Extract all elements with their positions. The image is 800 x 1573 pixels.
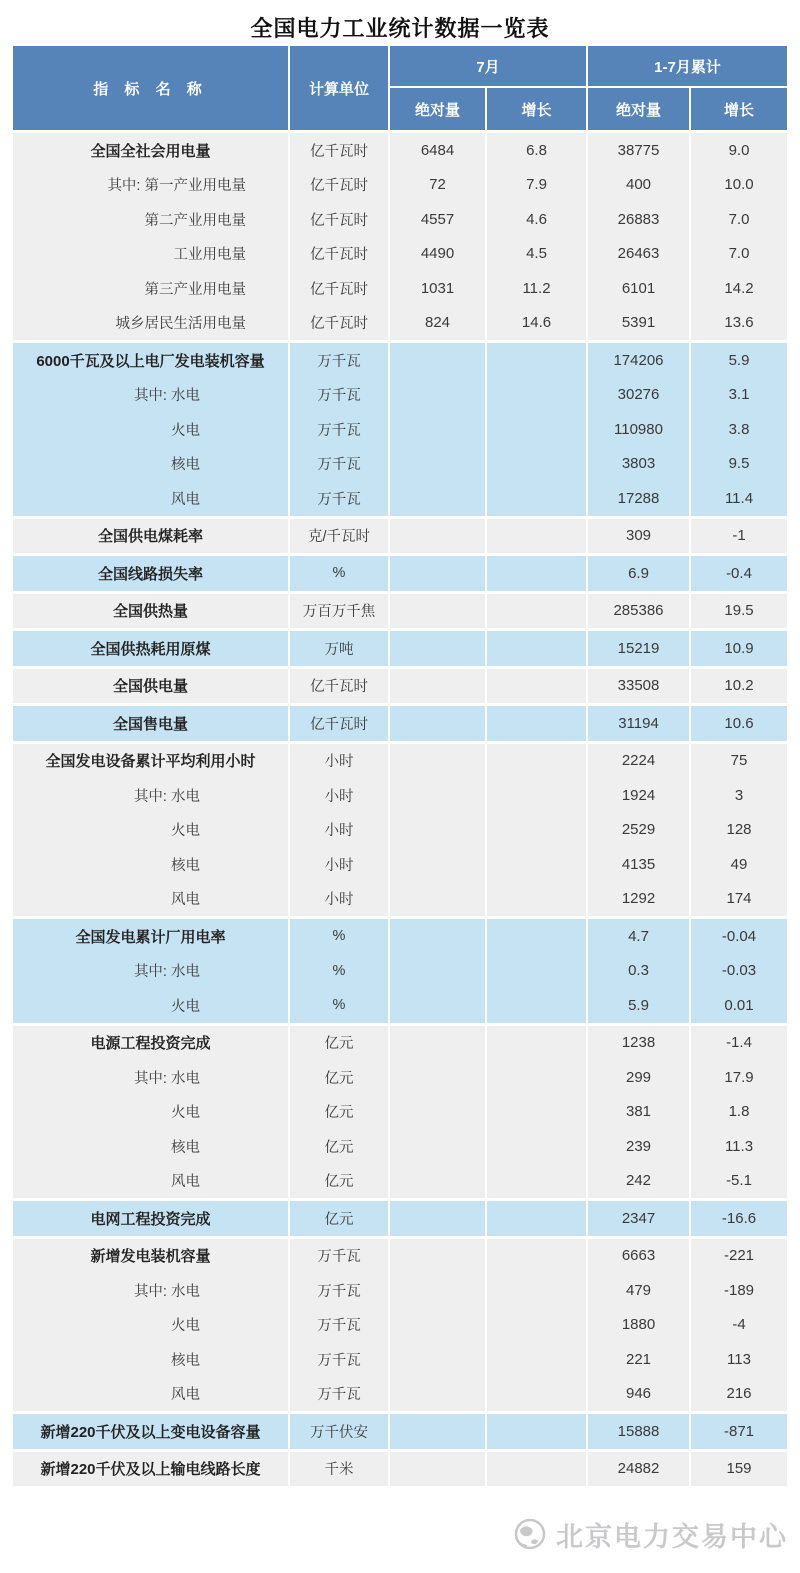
cell-july-absolute (390, 594, 485, 629)
cell-cum-growth: 5.9 (691, 343, 787, 378)
header-cum-absolute: 绝对量 (588, 88, 689, 130)
row-unit: 万千瓦 (290, 1377, 388, 1412)
row-unit: 亿千瓦时 (290, 202, 388, 237)
table-row (13, 1377, 787, 1412)
stats-table (13, 46, 787, 1486)
table-row (13, 1164, 787, 1199)
table-body (13, 133, 787, 1486)
cell-cum-growth: 10.0 (691, 168, 787, 203)
table-row (13, 202, 787, 237)
row-label: 核电 (13, 1129, 288, 1164)
row-unit: 万千瓦 (290, 481, 388, 516)
globe-logo-icon (512, 1516, 548, 1552)
cell-cum-absolute: 4.7 (588, 919, 689, 954)
cell-july-absolute (390, 1377, 485, 1412)
cell-cum-absolute: 5391 (588, 306, 689, 341)
cell-cum-absolute: 3803 (588, 447, 689, 482)
cell-july-growth (487, 778, 586, 813)
cell-july-absolute (390, 778, 485, 813)
cell-july-absolute (390, 447, 485, 482)
row-label: 全国供电量 (13, 669, 288, 704)
cell-cum-growth: -1 (691, 519, 787, 554)
cell-cum-absolute: 174206 (588, 343, 689, 378)
header-cumulative-group: 1-7月累计 (588, 46, 787, 88)
cell-july-growth: 6.8 (487, 133, 586, 168)
row-label: 城乡居民生活用电量 (13, 306, 288, 341)
row-unit: 万百万千焦 (290, 594, 388, 629)
cell-july-growth (487, 631, 586, 666)
cell-cum-growth: 113 (691, 1342, 787, 1377)
cell-cum-growth: 10.9 (691, 631, 787, 666)
cell-july-absolute: 4490 (390, 237, 485, 272)
cell-july-absolute (390, 1026, 485, 1061)
table-row (13, 813, 787, 848)
cell-july-growth (487, 481, 586, 516)
cell-cum-absolute: 26463 (588, 237, 689, 272)
cell-july-absolute: 4557 (390, 202, 485, 237)
cell-cum-absolute: 2347 (588, 1201, 689, 1236)
row-unit: 万千瓦 (290, 1273, 388, 1308)
row-unit: 万千瓦 (290, 412, 388, 447)
row-label: 全国发电累计厂用电率 (13, 919, 288, 954)
cell-cum-growth: 7.0 (691, 237, 787, 272)
row-unit: 亿千瓦时 (290, 669, 388, 704)
row-unit: 小时 (290, 847, 388, 882)
cell-cum-absolute: 110980 (588, 412, 689, 447)
cell-cum-absolute: 239 (588, 1129, 689, 1164)
page-title: 全国电力工业统计数据一览表 (250, 16, 550, 41)
cell-july-growth (487, 988, 586, 1023)
cell-cum-growth: 10.2 (691, 669, 787, 704)
row-unit: 亿元 (290, 1060, 388, 1095)
cell-july-absolute (390, 343, 485, 378)
cell-july-absolute (390, 1239, 485, 1274)
cell-july-absolute (390, 744, 485, 779)
table-row (13, 669, 787, 704)
cell-july-absolute: 6484 (390, 133, 485, 168)
cell-july-growth (487, 954, 586, 989)
cell-july-absolute (390, 556, 485, 591)
table-row (13, 481, 787, 516)
row-label: 火电 (13, 813, 288, 848)
cell-july-absolute (390, 954, 485, 989)
cell-july-growth: 7.9 (487, 168, 586, 203)
table-row (13, 919, 787, 954)
cell-cum-growth: 3.1 (691, 378, 787, 413)
table-row (13, 594, 787, 629)
row-unit: 亿千瓦时 (290, 306, 388, 341)
cell-july-absolute (390, 1201, 485, 1236)
cell-july-absolute (390, 813, 485, 848)
cell-cum-growth: -16.6 (691, 1201, 787, 1236)
table-row (13, 882, 787, 917)
cell-cum-absolute: 6663 (588, 1239, 689, 1274)
table-row (13, 133, 787, 168)
cell-july-absolute: 72 (390, 168, 485, 203)
footer-brand (512, 1510, 788, 1558)
cell-cum-growth: 75 (691, 744, 787, 779)
table-row (13, 778, 787, 813)
cell-cum-absolute: 400 (588, 168, 689, 203)
row-label: 风电 (13, 882, 288, 917)
row-label: 全国供热耗用原煤 (13, 631, 288, 666)
cell-july-absolute (390, 919, 485, 954)
cell-cum-growth: -4 (691, 1308, 787, 1343)
header-unit-col: 计算单位 (290, 46, 388, 130)
row-unit: 万千瓦 (290, 1342, 388, 1377)
cell-cum-absolute: 1880 (588, 1308, 689, 1343)
cell-cum-growth: -221 (691, 1239, 787, 1274)
cell-cum-absolute: 31194 (588, 706, 689, 741)
row-unit: 万千瓦 (290, 378, 388, 413)
table-row (13, 519, 787, 554)
cell-july-growth: 11.2 (487, 271, 586, 306)
table-row (13, 988, 787, 1023)
row-unit: 亿元 (290, 1095, 388, 1130)
row-label: 全国线路损失率 (13, 556, 288, 591)
cell-cum-growth: 11.4 (691, 481, 787, 516)
cell-cum-absolute: 30276 (588, 378, 689, 413)
cell-july-growth (487, 1060, 586, 1095)
cell-july-growth (487, 1377, 586, 1412)
cell-cum-absolute: 309 (588, 519, 689, 554)
header-indicator-col: 指 标 名 称 (13, 46, 288, 130)
cell-july-growth: 4.5 (487, 237, 586, 272)
row-label: 核电 (13, 1342, 288, 1377)
cell-july-growth (487, 1095, 586, 1130)
row-label: 6000千瓦及以上电厂发电装机容量 (13, 343, 288, 378)
row-unit: % (290, 556, 388, 591)
cell-cum-growth: 3 (691, 778, 787, 813)
row-label: 第三产业用电量 (13, 271, 288, 306)
row-unit: 小时 (290, 778, 388, 813)
header-july-absolute: 绝对量 (390, 88, 485, 130)
row-unit: 小时 (290, 882, 388, 917)
cell-cum-absolute: 15219 (588, 631, 689, 666)
row-label: 其中: 第一产业用电量 (13, 168, 288, 203)
cell-july-absolute (390, 1273, 485, 1308)
row-unit: 亿千瓦时 (290, 168, 388, 203)
cell-cum-growth: 10.6 (691, 706, 787, 741)
row-unit: 亿元 (290, 1201, 388, 1236)
cell-cum-growth: -871 (691, 1414, 787, 1449)
row-label: 电网工程投资完成 (13, 1201, 288, 1236)
table-row (13, 412, 787, 447)
cell-july-growth (487, 519, 586, 554)
row-unit: % (290, 954, 388, 989)
cell-july-growth (487, 556, 586, 591)
table-row (13, 744, 787, 779)
cell-july-absolute: 1031 (390, 271, 485, 306)
row-label: 其中: 水电 (13, 954, 288, 989)
cell-july-growth (487, 1414, 586, 1449)
cell-cum-absolute: 1238 (588, 1026, 689, 1061)
cell-july-growth (487, 813, 586, 848)
table-row (13, 954, 787, 989)
row-label: 全国全社会用电量 (13, 133, 288, 168)
cell-july-absolute (390, 669, 485, 704)
cell-july-absolute (390, 1164, 485, 1199)
cell-cum-absolute: 479 (588, 1273, 689, 1308)
cell-cum-absolute: 26883 (588, 202, 689, 237)
cell-cum-absolute: 38775 (588, 133, 689, 168)
cell-cum-growth: -0.04 (691, 919, 787, 954)
row-label: 新增发电装机容量 (13, 1239, 288, 1274)
row-label: 风电 (13, 481, 288, 516)
cell-cum-growth: -5.1 (691, 1164, 787, 1199)
cell-cum-growth: 128 (691, 813, 787, 848)
row-unit: 万千瓦 (290, 1308, 388, 1343)
cell-cum-absolute: 5.9 (588, 988, 689, 1023)
row-unit: 亿元 (290, 1164, 388, 1199)
cell-cum-growth: 9.5 (691, 447, 787, 482)
table-row (13, 306, 787, 341)
cell-july-absolute (390, 519, 485, 554)
cell-july-growth (487, 847, 586, 882)
cell-july-absolute (390, 706, 485, 741)
cell-july-absolute (390, 631, 485, 666)
row-label: 火电 (13, 1095, 288, 1130)
cell-cum-absolute: 381 (588, 1095, 689, 1130)
cell-cum-absolute: 946 (588, 1377, 689, 1412)
row-label: 风电 (13, 1377, 288, 1412)
cell-cum-absolute: 242 (588, 1164, 689, 1199)
row-label: 核电 (13, 447, 288, 482)
row-unit: 亿千瓦时 (290, 237, 388, 272)
cell-july-absolute (390, 378, 485, 413)
row-unit: 小时 (290, 813, 388, 848)
row-unit: 万吨 (290, 631, 388, 666)
cell-cum-growth: 3.8 (691, 412, 787, 447)
row-unit: 克/千瓦时 (290, 519, 388, 554)
cell-cum-absolute: 0.3 (588, 954, 689, 989)
table-row (13, 1308, 787, 1343)
cell-july-growth: 14.6 (487, 306, 586, 341)
cell-cum-growth: -0.4 (691, 556, 787, 591)
cell-july-growth (487, 378, 586, 413)
table-row (13, 556, 787, 591)
cell-cum-growth: 49 (691, 847, 787, 882)
cell-cum-absolute: 15888 (588, 1414, 689, 1449)
cell-july-growth (487, 1026, 586, 1061)
cell-cum-growth: 19.5 (691, 594, 787, 629)
row-unit: 万千伏安 (290, 1414, 388, 1449)
row-label: 全国供电煤耗率 (13, 519, 288, 554)
row-label: 电源工程投资完成 (13, 1026, 288, 1061)
cell-july-growth (487, 1308, 586, 1343)
table-header (13, 46, 787, 130)
table-row (13, 343, 787, 378)
cell-july-growth (487, 669, 586, 704)
table-row (13, 1095, 787, 1130)
row-label: 其中: 水电 (13, 378, 288, 413)
cell-july-absolute (390, 882, 485, 917)
cell-july-absolute (390, 1060, 485, 1095)
cell-july-growth (487, 1452, 586, 1487)
header-july-group: 7月 (390, 46, 586, 88)
cell-july-growth: 4.6 (487, 202, 586, 237)
cell-cum-absolute: 6.9 (588, 556, 689, 591)
row-label: 火电 (13, 1308, 288, 1343)
row-unit: 小时 (290, 744, 388, 779)
cell-cum-growth: 14.2 (691, 271, 787, 306)
cell-cum-growth: 159 (691, 1452, 787, 1487)
row-unit: 亿千瓦时 (290, 133, 388, 168)
cell-cum-growth: -189 (691, 1273, 787, 1308)
row-unit: 万千瓦 (290, 1239, 388, 1274)
cell-cum-absolute: 24882 (588, 1452, 689, 1487)
cell-july-absolute (390, 412, 485, 447)
cell-july-absolute (390, 1414, 485, 1449)
cell-cum-absolute: 4135 (588, 847, 689, 882)
cell-july-absolute (390, 1342, 485, 1377)
brand-name: 北京电力交易中心 (556, 1521, 788, 1552)
cell-cum-growth: 0.01 (691, 988, 787, 1023)
row-unit: 亿元 (290, 1129, 388, 1164)
row-unit: 万千瓦 (290, 343, 388, 378)
row-label: 工业用电量 (13, 237, 288, 272)
table-row (13, 271, 787, 306)
table-row (13, 1026, 787, 1061)
cell-cum-growth: 216 (691, 1377, 787, 1412)
table-row (13, 1414, 787, 1449)
cell-cum-growth: -1.4 (691, 1026, 787, 1061)
table-row (13, 706, 787, 741)
row-label: 新增220千伏及以上输电线路长度 (13, 1452, 288, 1487)
cell-cum-absolute: 285386 (588, 594, 689, 629)
cell-july-growth (487, 343, 586, 378)
cell-cum-growth: 17.9 (691, 1060, 787, 1095)
cell-july-absolute (390, 1095, 485, 1130)
cell-cum-growth: 9.0 (691, 133, 787, 168)
cell-july-growth (487, 919, 586, 954)
cell-july-growth (487, 706, 586, 741)
cell-july-growth (487, 1201, 586, 1236)
cell-july-absolute: 824 (390, 306, 485, 341)
table-row (13, 631, 787, 666)
cell-cum-absolute: 221 (588, 1342, 689, 1377)
cell-cum-growth: 7.0 (691, 202, 787, 237)
cell-cum-absolute: 1292 (588, 882, 689, 917)
cell-july-absolute (390, 988, 485, 1023)
row-label: 第二产业用电量 (13, 202, 288, 237)
cell-july-growth (487, 594, 586, 629)
row-label: 核电 (13, 847, 288, 882)
row-unit: % (290, 919, 388, 954)
row-label: 全国发电设备累计平均利用小时 (13, 744, 288, 779)
cell-july-growth (487, 1342, 586, 1377)
row-label: 新增220千伏及以上变电设备容量 (13, 1414, 288, 1449)
row-unit: 千米 (290, 1452, 388, 1487)
cell-cum-growth: 1.8 (691, 1095, 787, 1130)
cell-july-growth (487, 882, 586, 917)
header-cum-growth: 增长 (691, 88, 787, 130)
row-label: 其中: 水电 (13, 778, 288, 813)
cell-cum-absolute: 17288 (588, 481, 689, 516)
cell-july-absolute (390, 1129, 485, 1164)
cell-cum-growth: 13.6 (691, 306, 787, 341)
cell-cum-absolute: 2529 (588, 813, 689, 848)
table-row (13, 1060, 787, 1095)
cell-cum-absolute: 2224 (588, 744, 689, 779)
cell-cum-absolute: 6101 (588, 271, 689, 306)
row-unit: % (290, 988, 388, 1023)
row-label: 其中: 水电 (13, 1273, 288, 1308)
row-unit: 亿千瓦时 (290, 706, 388, 741)
table-row (13, 1201, 787, 1236)
cell-july-growth (487, 744, 586, 779)
cell-july-growth (487, 412, 586, 447)
cell-cum-growth: -0.03 (691, 954, 787, 989)
row-label: 全国售电量 (13, 706, 288, 741)
cell-july-growth (487, 1129, 586, 1164)
cell-july-growth (487, 447, 586, 482)
table-row (13, 847, 787, 882)
cell-july-growth (487, 1273, 586, 1308)
table-row (13, 1452, 787, 1487)
header-july-growth: 增长 (487, 88, 586, 130)
cell-cum-growth: 174 (691, 882, 787, 917)
table-row (13, 447, 787, 482)
cell-cum-absolute: 1924 (588, 778, 689, 813)
cell-july-growth (487, 1164, 586, 1199)
table-row (13, 378, 787, 413)
table-row (13, 237, 787, 272)
row-unit: 万千瓦 (290, 447, 388, 482)
table-row (13, 1342, 787, 1377)
row-label: 火电 (13, 988, 288, 1023)
row-unit: 亿元 (290, 1026, 388, 1061)
row-label: 风电 (13, 1164, 288, 1199)
cell-cum-absolute: 33508 (588, 669, 689, 704)
row-label: 火电 (13, 412, 288, 447)
table-row (13, 168, 787, 203)
cell-july-absolute (390, 1308, 485, 1343)
cell-cum-growth: 11.3 (691, 1129, 787, 1164)
cell-july-absolute (390, 1452, 485, 1487)
row-label: 全国供热量 (13, 594, 288, 629)
row-label: 其中: 水电 (13, 1060, 288, 1095)
cell-cum-absolute: 299 (588, 1060, 689, 1095)
table-row (13, 1239, 787, 1274)
cell-july-growth (487, 1239, 586, 1274)
cell-july-absolute (390, 847, 485, 882)
cell-july-absolute (390, 481, 485, 516)
table-row (13, 1129, 787, 1164)
table-row (13, 1273, 787, 1308)
row-unit: 亿千瓦时 (290, 271, 388, 306)
